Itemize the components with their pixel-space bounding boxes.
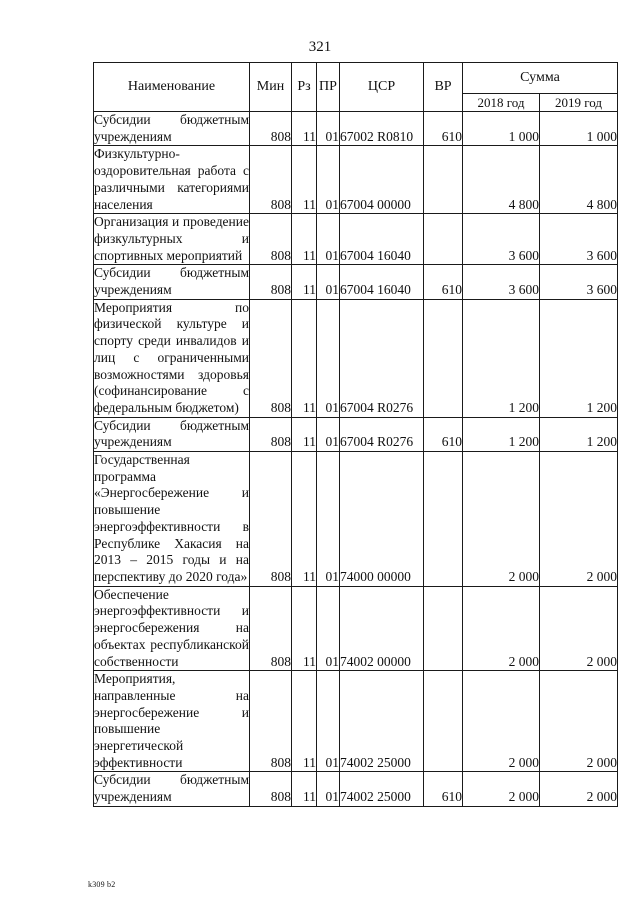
- row-name: Организация и проведение физкультурных и спортивных мероприятий: [94, 214, 250, 265]
- table-row: [94, 265, 618, 299]
- table-row: [94, 452, 618, 587]
- row-csr: 74002 00000: [340, 586, 424, 671]
- row-min: 808: [250, 214, 292, 265]
- table-body: [94, 112, 618, 807]
- header-csr: ЦСР: [340, 63, 424, 112]
- row-name: Субсидии бюджетным учреждениям: [94, 265, 250, 299]
- row-sum-2019: 3 600: [540, 214, 618, 265]
- row-vr: 610: [424, 417, 463, 451]
- row-min: 808: [250, 146, 292, 214]
- row-sum-2019: 4 800: [540, 146, 618, 214]
- row-sum-2018: 2 000: [463, 452, 540, 587]
- row-pr: 01: [317, 772, 340, 806]
- table-row: [94, 146, 618, 214]
- row-sum-2019: 2 000: [540, 452, 618, 587]
- row-rz: 11: [292, 452, 317, 587]
- budget-table: [93, 62, 618, 807]
- row-sum-2018: 4 800: [463, 146, 540, 214]
- row-csr: 74002 25000: [340, 772, 424, 806]
- row-csr: 74000 00000: [340, 452, 424, 587]
- row-rz: 11: [292, 772, 317, 806]
- row-rz: 11: [292, 112, 317, 146]
- row-csr: 67002 R0810: [340, 112, 424, 146]
- row-sum-2018: 2 000: [463, 671, 540, 772]
- table-row: [94, 772, 618, 806]
- row-pr: 01: [317, 214, 340, 265]
- row-min: 808: [250, 772, 292, 806]
- row-vr: 610: [424, 772, 463, 806]
- page-number: 321: [308, 39, 332, 55]
- row-sum-2019: 1 200: [540, 299, 618, 417]
- header-rz: Рз: [292, 63, 317, 112]
- row-sum-2019: 1 000: [540, 112, 618, 146]
- header-pr: ПР: [317, 63, 340, 112]
- row-rz: 11: [292, 265, 317, 299]
- row-min: 808: [250, 671, 292, 772]
- row-rz: 11: [292, 299, 317, 417]
- table-row: [94, 586, 618, 671]
- row-vr: [424, 299, 463, 417]
- row-name: Физкультурно-оздоровительная работа с различными категориями населения: [94, 146, 250, 214]
- row-name: Мероприятия, направленные на энергосбережение и повышение энергетической эффективности: [94, 671, 250, 772]
- row-sum-2018: 3 600: [463, 265, 540, 299]
- row-rz: 11: [292, 214, 317, 265]
- row-vr: [424, 214, 463, 265]
- header-year-2018: 2018 год: [463, 94, 540, 112]
- row-vr: [424, 452, 463, 587]
- row-pr: 01: [317, 586, 340, 671]
- row-name: Субсидии бюджетным учреждениям: [94, 772, 250, 806]
- header-sum: Сумма: [463, 63, 618, 94]
- row-name: Субсидии бюджетным учреждениям: [94, 417, 250, 451]
- row-pr: 01: [317, 265, 340, 299]
- row-csr: 67004 R0276: [340, 299, 424, 417]
- row-name: Мероприятия по физической культуре и спорту среди инвалидов и лиц с ограниченными возможностями здоровья (софинансирование с федеральным бюджетом): [94, 299, 250, 417]
- row-pr: 01: [317, 146, 340, 214]
- row-csr: 67004 R0276: [340, 417, 424, 451]
- row-sum-2018: 1 200: [463, 299, 540, 417]
- row-rz: 11: [292, 417, 317, 451]
- row-name: Обеспечение энергоэффективности и энергосбережения на объектах республиканской собственности: [94, 586, 250, 671]
- row-sum-2018: 1 000: [463, 112, 540, 146]
- table-row: [94, 299, 618, 417]
- header-row: [94, 63, 618, 94]
- row-sum-2019: 2 000: [540, 586, 618, 671]
- row-csr: 74002 25000: [340, 671, 424, 772]
- table-row: [94, 112, 618, 146]
- row-name: Государственная программа «Энергосбережение и повышение энергоэффективности в Республике Хакасия на 2013 – 2015 годы и на перспективу до 2020 года»: [94, 452, 250, 587]
- table-row: [94, 671, 618, 772]
- row-sum-2019: 2 000: [540, 671, 618, 772]
- row-sum-2018: 3 600: [463, 214, 540, 265]
- footer-code: k309 b2: [88, 880, 116, 889]
- header-name: Наименование: [94, 63, 250, 112]
- row-rz: 11: [292, 146, 317, 214]
- header-year-2019: 2019 год: [540, 94, 618, 112]
- row-min: 808: [250, 586, 292, 671]
- row-vr: 610: [424, 265, 463, 299]
- row-pr: 01: [317, 417, 340, 451]
- row-sum-2018: 2 000: [463, 586, 540, 671]
- row-csr: 67004 16040: [340, 265, 424, 299]
- row-sum-2019: 3 600: [540, 265, 618, 299]
- row-vr: [424, 146, 463, 214]
- row-rz: 11: [292, 586, 317, 671]
- row-min: 808: [250, 112, 292, 146]
- row-pr: 01: [317, 112, 340, 146]
- row-csr: 67004 00000: [340, 146, 424, 214]
- row-min: 808: [250, 265, 292, 299]
- row-min: 808: [250, 452, 292, 587]
- table-row: [94, 417, 618, 451]
- header-vr: ВР: [424, 63, 463, 112]
- row-pr: 01: [317, 299, 340, 417]
- row-vr: [424, 586, 463, 671]
- row-sum-2019: 1 200: [540, 417, 618, 451]
- row-csr: 67004 16040: [340, 214, 424, 265]
- row-sum-2018: 2 000: [463, 772, 540, 806]
- row-name: Субсидии бюджетным учреждениям: [94, 112, 250, 146]
- row-pr: 01: [317, 671, 340, 772]
- row-rz: 11: [292, 671, 317, 772]
- row-min: 808: [250, 299, 292, 417]
- header-min: Мин: [250, 63, 292, 112]
- row-sum-2018: 1 200: [463, 417, 540, 451]
- row-sum-2019: 2 000: [540, 772, 618, 806]
- row-vr: [424, 671, 463, 772]
- row-pr: 01: [317, 452, 340, 587]
- row-vr: 610: [424, 112, 463, 146]
- row-min: 808: [250, 417, 292, 451]
- table-row: [94, 214, 618, 265]
